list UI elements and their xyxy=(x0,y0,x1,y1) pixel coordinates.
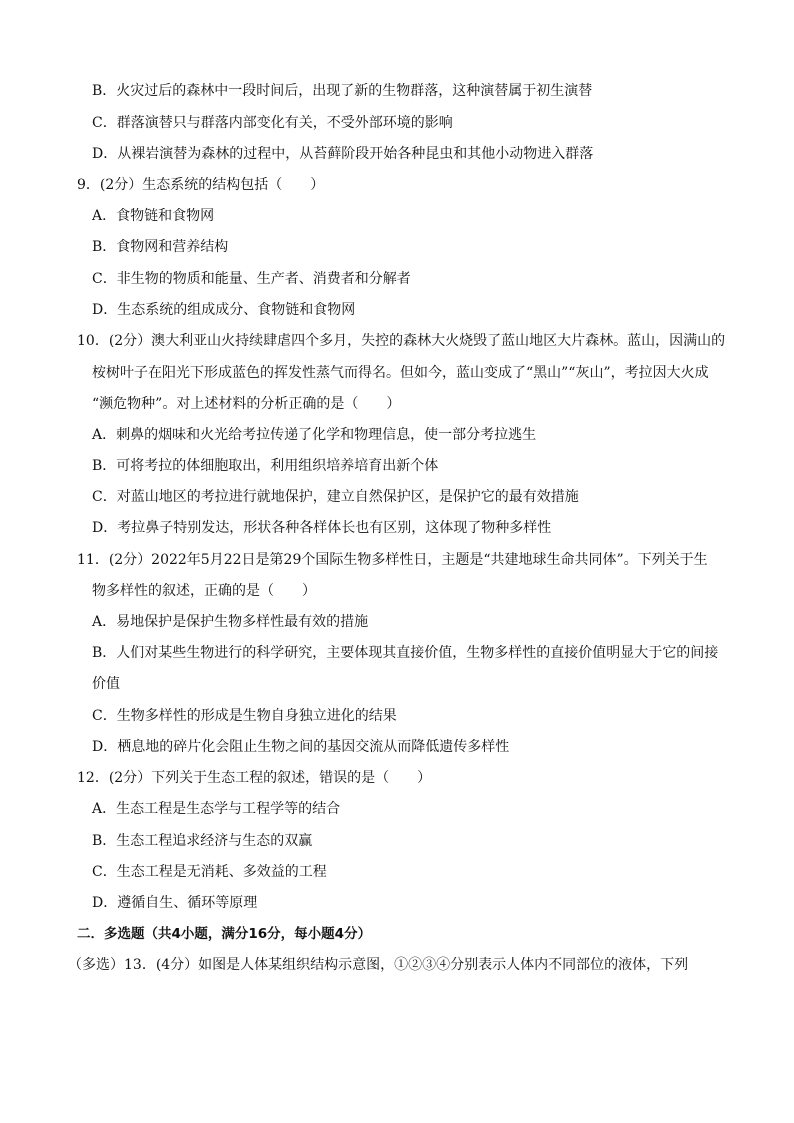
q12-option-b: B．生态工程追求经济与生态的双赢 xyxy=(92,833,313,849)
q9-option-d: D．生态系统的组成成分、食物链和食物网 xyxy=(92,302,356,318)
q12-option-a: A．生态工程是生态学与工程学等的结合 xyxy=(92,801,341,817)
q10-option-c: C．对蓝山地区的考拉进行就地保护，建立自然保护区，是保护它的最有效措施 xyxy=(92,489,579,505)
q11-option-b-line2: 价值 xyxy=(92,676,120,692)
q12-option-d: D．遵循自生、循环等原理 xyxy=(92,895,258,911)
q10-stem-line3: “濒危物种”。对上述材料的分析正确的是（ ） xyxy=(92,396,401,412)
q11-stem-line2: 物多样性的叙述，正确的是（ ） xyxy=(92,583,316,599)
q11-option-b-line1: B．人们对某些生物进行的科学研究，主要体现其直接价值，生物多样性的直接价值明显大于它的间接 xyxy=(92,645,719,661)
q10-option-a: A．刺鼻的烟味和火光给考拉传递了化学和物理信息，使一部分考拉逃生 xyxy=(92,427,537,443)
q9-option-b: B．食物网和营养结构 xyxy=(92,239,229,255)
q11-stem-line1: 11．(2分）2022年5月22日是第29个国际生物多样性日，主题是“共建地球生命共同体”。下列关于生 xyxy=(77,552,708,568)
q11-option-c: C．生物多样性的形成是生物自身独立进化的结果 xyxy=(92,708,397,724)
q10-stem-line1: 10．(2分）澳大利亚山火持续肆虐四个多月，失控的森林大火烧毁了蓝山地区大片森林。蓝山，因满山的 xyxy=(77,333,726,349)
q11-option-d: D．栖息地的碎片化会阻止生物之间的基因交流从而降低遗传多样性 xyxy=(92,739,510,755)
q9-stem: 9．(2分）生态系统的结构包括（ ） xyxy=(77,177,325,193)
q8-option-b: B．火灾过后的森林中一段时间后，出现了新的生物群落，这种演替属于初生演替 xyxy=(92,83,593,99)
q13-stem-line1: （多选）13．(4分）如图是人体某组织结构示意图，①②③④分别表示人体内不同部位的液体，下列 xyxy=(68,957,689,973)
q8-option-d: D．从裸岩演替为森林的过程中，从苔藓阶段开始各种昆虫和其他小动物进入群落 xyxy=(92,146,594,162)
section-title-multiple-choice: 二．多选题（共4小题，满分16分，每小题4分） xyxy=(77,926,372,942)
q10-option-b: B．可将考拉的体细胞取出，利用组织培养培育出新个体 xyxy=(92,458,439,474)
q9-option-c: C．非生物的物质和能量、生产者、消费者和分解者 xyxy=(92,271,411,287)
q12-stem: 12．(2分）下列关于生态工程的叙述，错误的是（ ） xyxy=(77,770,432,786)
q9-option-a: A．食物链和食物网 xyxy=(92,208,215,224)
q10-option-d: D．考拉鼻子特别发达，形状各种各样体长也有区别，这体现了物种多样性 xyxy=(92,520,552,536)
q8-option-c: C．群落演替只与群落内部变化有关，不受外部环境的影响 xyxy=(92,115,453,131)
q12-option-c: C．生态工程是无消耗、多效益的工程 xyxy=(92,864,327,880)
q10-stem-line2: 桉树叶子在阳光下形成蓝色的挥发性蒸气而得名。但如今，蓝山变成了“黑山”“灰山”，考拉因大火成 xyxy=(92,365,709,381)
q11-option-a: A．易地保护是保护生物多样性最有效的措施 xyxy=(92,614,369,630)
